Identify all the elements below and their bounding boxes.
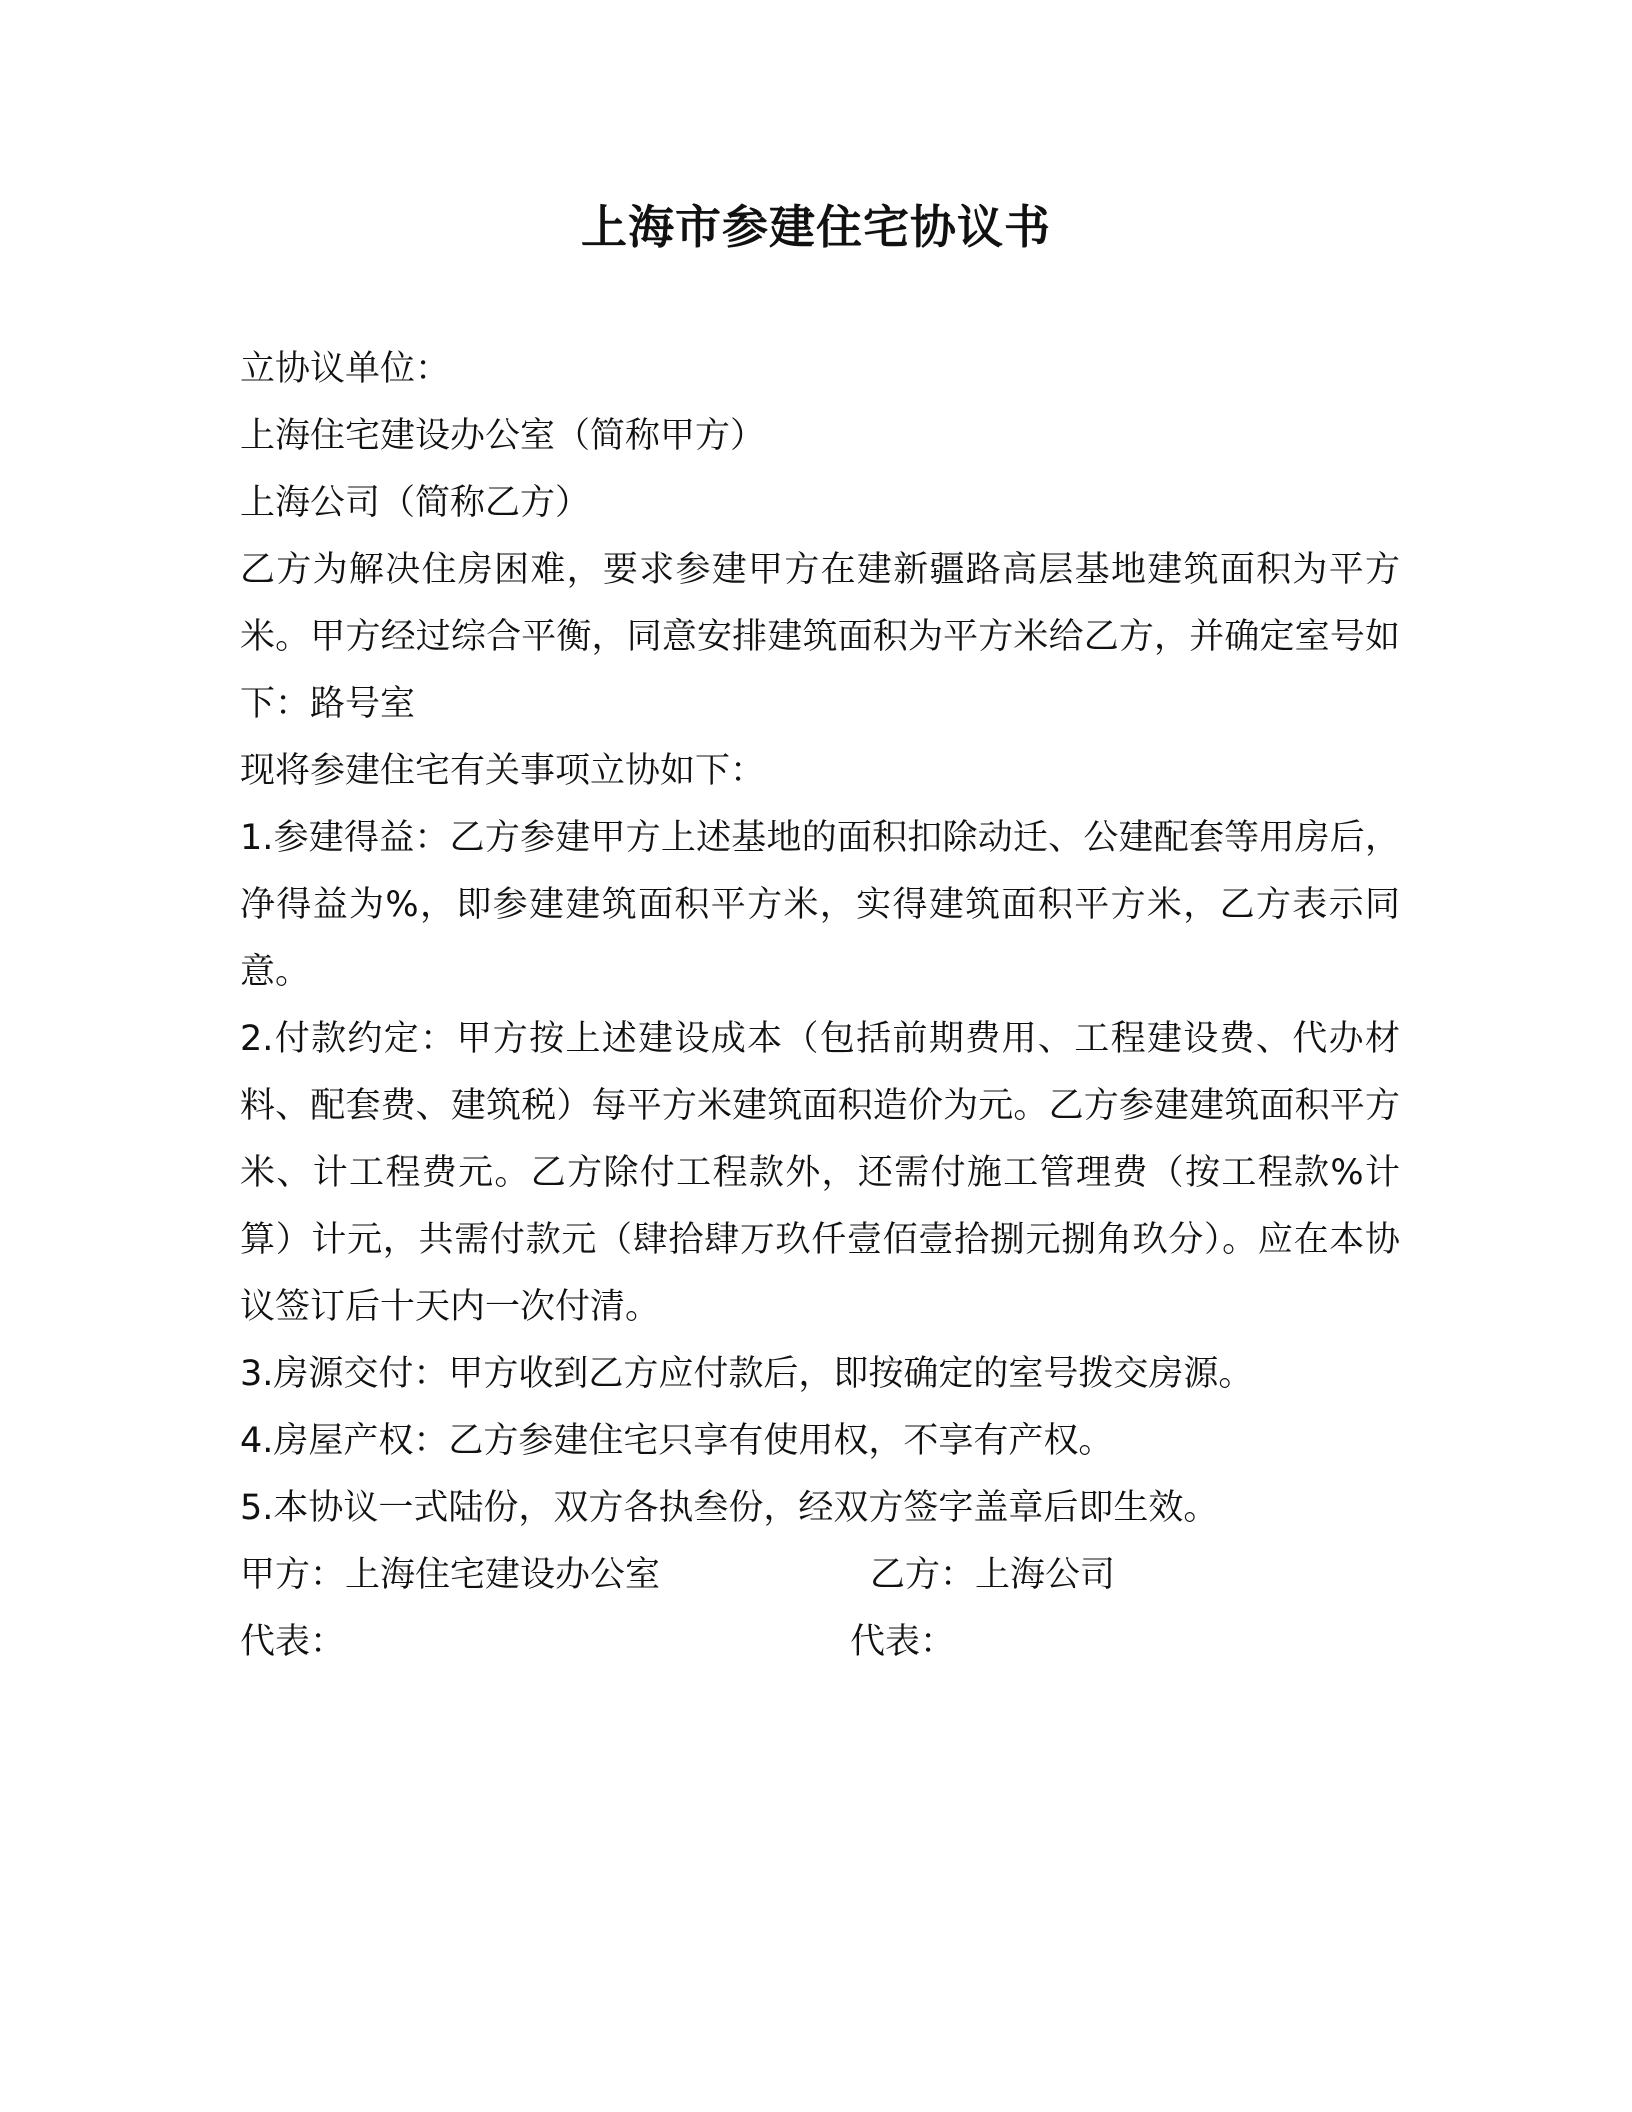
clause-5: 5.本协议一式陆份，双方各执叁份，经双方签字盖章后即生效。 <box>240 1488 1219 1528</box>
intro-paragraph: 乙方为解决住房困难，要求参建甲方在建新疆路高层基地建筑面积为平方米。甲方经过综合平衡，同意安排建筑面积为平方米给乙方，并确定室号如下：路号室 <box>240 550 1400 724</box>
party-b-line: 上海公司（简称乙方） <box>240 483 591 523</box>
representative-row <box>240 1609 1400 1676</box>
parties-heading: 立协议单位： <box>240 349 451 389</box>
clause-2: 2.付款约定：甲方按上述建设成本（包括前期费用、工程建设费、代办材料、配套费、建筑税）每平方米建筑面积造价为元。乙方参建建筑面积平方米、计工程费元。乙方除付工程款外，还需付施工管理费（按工程款%计算）计元，共需付款元（肆拾肆万玖仟壹佰壹拾捌元捌角玖分）。应在本协议签订后十天内一次付清。 <box>240 1019 1400 1327</box>
terms-heading: 现将参建住宅有关事项立协如下： <box>240 751 766 791</box>
party-a-line: 上海住宅建设办公室（简称甲方） <box>240 416 766 456</box>
party-b-representative: 代表： <box>850 1622 956 1662</box>
clause-1: 1.参建得益：乙方参建甲方上述基地的面积扣除动迁、公建配套等用房后，净得益为%，即参建建筑面积平方米，实得建筑面积平方米，乙方表示同意。 <box>240 818 1400 992</box>
clause-3: 3.房源交付：甲方收到乙方应付款后，即按确定的室号拨交房源。 <box>240 1354 1254 1394</box>
party-b-signature: 乙方：上海公司 <box>870 1555 1116 1595</box>
clause-4: 4.房屋产权：乙方参建住宅只享有使用权，不享有产权。 <box>240 1421 1114 1461</box>
party-a-signature: 甲方：上海住宅建设办公室 <box>240 1555 661 1595</box>
signature-row <box>240 1542 1400 1609</box>
document-body <box>240 336 1400 1676</box>
party-a-representative: 代表： <box>240 1622 346 1662</box>
document-title: 上海市参建住宅协议书 <box>581 200 1051 254</box>
